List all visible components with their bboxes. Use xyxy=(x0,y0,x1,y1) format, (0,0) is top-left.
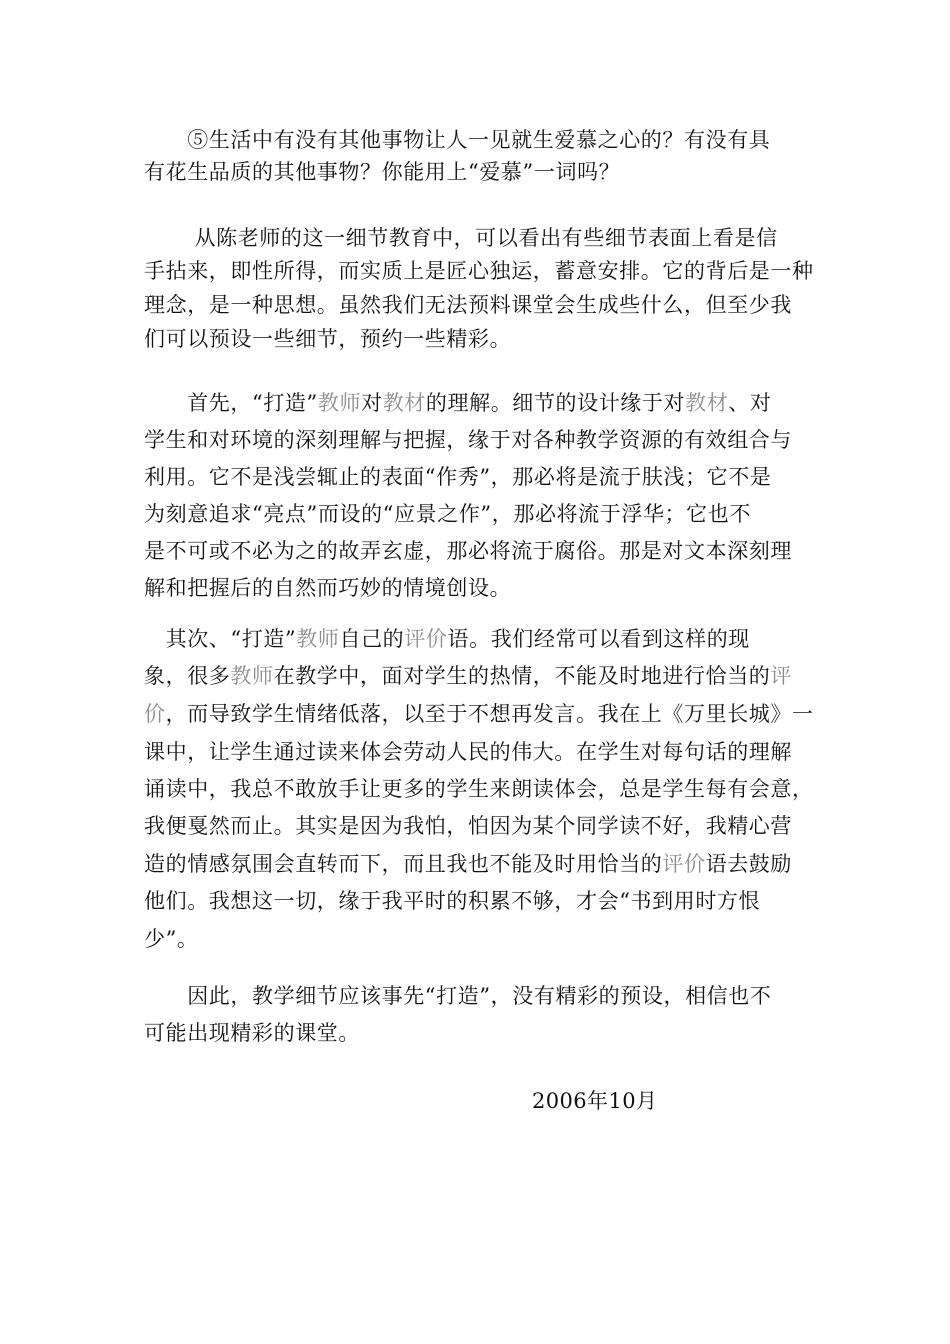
paragraph-4-line-4: 课中，让学生通过读来体会劳动人民的伟大。在学生对每句话的理解 xyxy=(144,740,792,764)
highlighted-term: 教材 xyxy=(685,391,729,415)
text-run: 对 xyxy=(361,391,383,415)
text-run: 象，很多 xyxy=(144,664,231,688)
paragraph-3-line-2: 学生和对环境的深刻理解与把握，缘于对各种教学资源的有效组合与 xyxy=(144,428,792,452)
paragraph-3-line-6: 解和把握后的自然而巧妙的情境创设。 xyxy=(144,576,512,600)
paragraph-2-line-1: 从陈老师的这一细节教育中，可以看出有些细节表面上看是信 xyxy=(144,226,778,250)
text-run: 、对 xyxy=(728,391,772,415)
highlighted-term: 教师 xyxy=(296,627,340,651)
paragraph-3-line-4: 为刻意追求“亮点”而设的“应景之作”，那必将流于浮华；它也不 xyxy=(144,502,751,526)
paragraph-4-line-6: 我便戛然而止。其实是因为我怕，怕因为某个同学读不好，我精心营 xyxy=(144,814,792,838)
text-run: ，而导致学生情绪低落，以至于不想再发言。我在上《万里长城》一 xyxy=(165,702,814,726)
paragraph-4-line-9: 少”。 xyxy=(144,927,199,951)
paragraph-2-line-4: 们可以预设一些细节，预约一些精彩。 xyxy=(144,327,512,351)
highlighted-term: 评价 xyxy=(662,852,706,876)
highlighted-term: 价 xyxy=(144,702,166,726)
paragraph-2-line-3: 理念，是一种思想。虽然我们无法预料课堂会生成些什么，但至少我 xyxy=(144,293,792,317)
text-run: 其次、“打造” xyxy=(144,627,297,651)
text-run: 自己的 xyxy=(339,627,405,651)
paragraph-5-line-1: 因此，教学细节应该事先“打造”，没有精彩的预设，相信也不 xyxy=(144,984,772,1008)
paragraph-5-line-2: 可能出现精彩的课堂。 xyxy=(144,1021,360,1045)
text-run: 语。我们经常可以看到这样的现 xyxy=(447,627,750,651)
highlighted-term: 评 xyxy=(770,664,793,688)
paragraph-4-line-2 xyxy=(144,661,824,691)
paragraph-3-line-3: 利用。它不是浅尝辄止的表面“作秀”，那必将是流于肤浅；它不是 xyxy=(144,465,772,489)
highlighted-term: 教师 xyxy=(317,391,362,415)
paragraph-4-line-5: 诵读中，我总不敢放手让更多的学生来朗读体会，总是学生每有会意， xyxy=(144,777,814,801)
paragraph-4-line-7 xyxy=(144,849,824,879)
document-date: 2006年10月 xyxy=(532,1089,658,1113)
text-run: 的理解。细节的设计缘于对 xyxy=(425,391,686,415)
text-run: 造的情感氛围会直转而下，而且我也不能及时用恰当的 xyxy=(144,852,663,876)
text-run: 首先，“打造” xyxy=(144,391,318,415)
paragraph-1-line-1: ⑤生活中有没有其他事物让人一见就生爱慕之心的？有没有具 xyxy=(144,128,771,152)
paragraph-3-line-5: 是不可或不必为之的故弄玄虚，那必将流于腐俗。那是对文本深刻理 xyxy=(144,539,792,563)
paragraph-1-line-2: 有花生品质的其他事物？你能用上“爱慕”一词吗？ xyxy=(144,160,621,184)
paragraph-4-line-8: 他们。我想这一切，缘于我平时的积累不够，才会“书到用时方恨 xyxy=(144,889,761,913)
text-run: 语去鼓励 xyxy=(705,852,793,876)
highlighted-term: 教师 xyxy=(230,664,274,688)
paragraph-2-line-2: 手拈来，即性所得，而实质上是匠心独运，蓄意安排。它的背后是一种 xyxy=(144,259,814,283)
paragraph-4-line-3 xyxy=(144,699,824,729)
paragraph-3-line-1 xyxy=(144,388,824,418)
highlighted-term: 评价 xyxy=(404,627,448,651)
text-run: 在教学中，面对学生的热情，不能及时地进行恰当的 xyxy=(273,664,771,688)
paragraph-4-line-1 xyxy=(144,624,824,654)
highlighted-term: 教材 xyxy=(382,391,426,415)
